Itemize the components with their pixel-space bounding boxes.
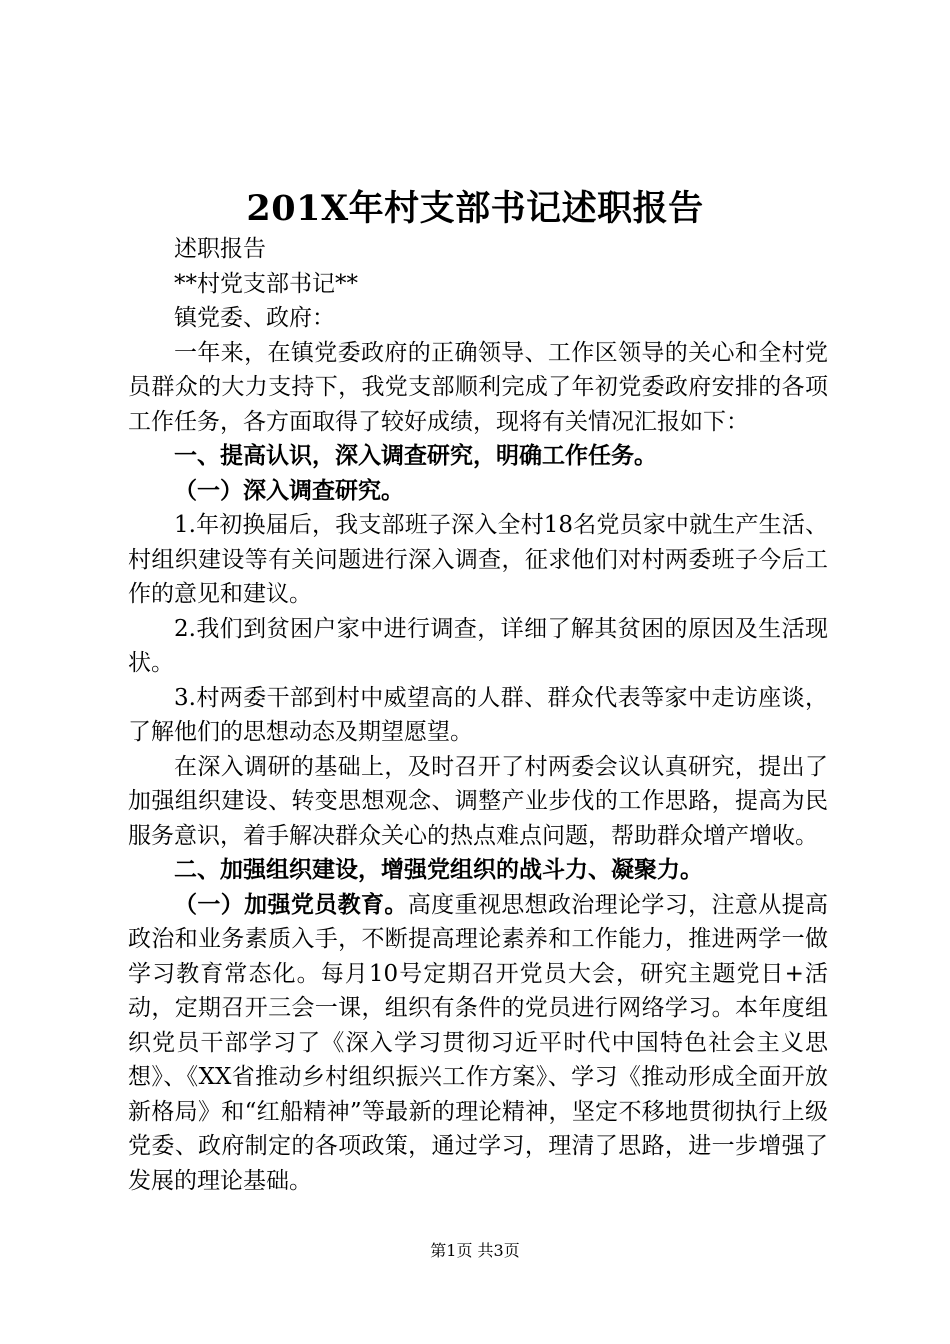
section-heading-1: 一、提高认识，深入调查研究，明确工作任务。 [174,443,657,469]
paragraph-item-2: 2.我们到贫困户家中进行调查，详细了解其贫困的原因及生活现状。 [128,615,828,676]
paragraph-report-label: 述职报告 [174,236,266,262]
document-title: 201X年村支部书记述职报告 [246,188,704,229]
paragraph-party-education-body: 高度重视思想政治理论学习，注意从提高政治和业务素质入手，不断提高理论素养和工作能力，推进两学一做学习教育常态化。每月10号定期召开党员大会，研究主题党日+活动，定期召开三会一课，组织有条件的党员进行网络学习。本年度组织党员干部学习了《深入学习贯彻习近平时代中国特色社会主义思想》、《XX省推动乡村组织振兴工作方案》、学习《推动形成全面开放新格局》和“红船精神”等最新的理论精神，坚定不移地贯彻执行上级党委、政府制定的各项政策，通过学习，理清了思路，进一步增强了发展的理论基础。 [128,891,829,1194]
paragraph-item-3: 3.村两委干部到村中威望高的人群、群众代表等家中走访座谈，了解他们的思想动态及期望愿望。 [128,684,828,745]
paragraph-item-1: 1.年初换届后，我支部班子深入全村18名党员家中就生产生活、村组织建设等有关问题进行深入调查，征求他们对村两委班子今后工作的意见和建议。 [128,512,828,607]
subsection-heading-2-1: （一）加强党员教育。 [174,891,408,918]
paragraph-party-education [128,888,828,1199]
paragraph-intro: 一年来，在镇党委政府的正确领导、工作区领导的关心和全村党员群众的大力支持下，我党支部顺利完成了年初党委政府安排的各项工作任务，各方面取得了较好成绩，现将有关情况汇报如下： [128,339,828,435]
page-footer: 第1页 共3页 [430,1241,520,1260]
section-heading-2: 二、加强组织建设，增强党组织的战斗力、凝聚力。 [174,857,703,883]
paragraph-author: **村党支部书记** [174,270,358,297]
paragraph-salutation: 镇党委、政府： [174,305,335,331]
document-body [128,232,828,1198]
subsection-heading-1-1: （一）深入调查研究。 [174,477,404,504]
paragraph-summary: 在深入调研的基础上，及时召开了村两委会议认真研究，提出了加强组织建设、转变思想观念、调整产业步伐的工作思路，提高为民服务意识，着手解决群众关心的热点难点问题，帮助群众增产增收。 [128,753,828,849]
